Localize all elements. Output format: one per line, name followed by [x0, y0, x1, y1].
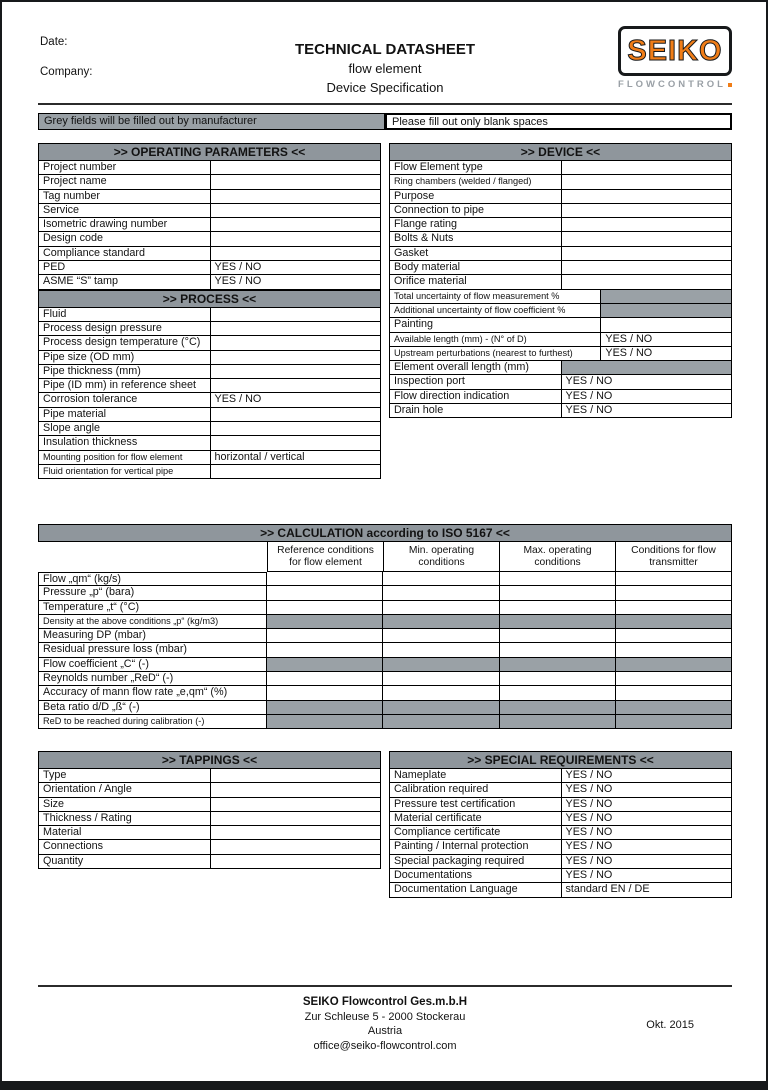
table-row [38, 247, 381, 261]
row-label: Corrosion tolerance [39, 393, 211, 406]
row-value-field: YES / NO [605, 332, 653, 345]
max-operating-cell [500, 658, 616, 672]
row-label: Density at the above conditions „p“ (kg/m3) [38, 615, 267, 629]
row-value-field [211, 204, 380, 217]
reference-conditions-cell [267, 643, 383, 657]
table-row [38, 615, 732, 629]
table-row [389, 247, 732, 261]
table-row [38, 812, 381, 826]
table-row [389, 261, 732, 275]
row-value-field [211, 783, 380, 796]
row-value-field: YES / NO [565, 783, 613, 796]
row-value-field [562, 361, 731, 374]
row-label: Orientation / Angle [39, 783, 211, 796]
row-label: Quantity [39, 855, 211, 868]
calculation-header: >> CALCULATION according to ISO 5167 << [38, 524, 732, 542]
row-value-field [562, 161, 731, 174]
row-value-field [211, 840, 380, 853]
min-operating-cell [383, 672, 499, 686]
row-label: Pipe (ID mm) in reference sheet [39, 379, 211, 392]
row-label: Material [39, 826, 211, 839]
row-label: ReD to be reached during calibration (-) [38, 715, 267, 729]
row-value-field: YES / NO [565, 797, 613, 810]
min-operating-cell [383, 643, 499, 657]
row-value-field [211, 232, 380, 245]
row-label: Residual pressure loss (mbar) [38, 643, 267, 657]
table-row [389, 404, 732, 418]
row-label: Documentations [390, 869, 562, 882]
calculation-column-headers [38, 542, 732, 572]
device-table [389, 143, 732, 418]
row-label: Reynolds number „ReD“ (-) [38, 672, 267, 686]
row-value-field: YES / NO [565, 769, 613, 781]
reference-conditions-cell [267, 615, 383, 629]
row-value-field: YES / NO [565, 811, 613, 824]
row-value-field: YES / NO [214, 261, 262, 274]
reference-conditions-cell [267, 715, 383, 729]
flow-transmitter-cell [616, 601, 732, 615]
table-row [38, 322, 381, 336]
row-value-field [562, 232, 731, 245]
table-row [38, 422, 381, 436]
row-label: Tag number [39, 190, 211, 203]
table-row [389, 826, 732, 840]
calculation-column-header-list [267, 542, 732, 572]
row-value-field: standard EN / DE [565, 883, 650, 896]
flow-transmitter-cell [616, 686, 732, 700]
table-row [38, 658, 732, 672]
table-row [38, 232, 381, 246]
footer-address-line1: Zur Schleuse 5 - 2000 Stockerau [304, 1010, 466, 1023]
row-label: Accuracy of mann flow rate „e,qm“ (%) [38, 686, 267, 700]
row-value-field [211, 408, 380, 421]
table-row [389, 769, 732, 783]
table-row [38, 351, 381, 365]
row-value-field [562, 247, 731, 260]
row-label: Upstream perturbations (nearest to furthest) [390, 347, 601, 360]
row-value-field [211, 465, 380, 478]
row-label: Process design temperature (°C) [39, 336, 211, 349]
table-row [389, 783, 732, 797]
left-column-bottom [38, 751, 381, 898]
row-label: Painting [390, 318, 601, 331]
flow-transmitter-cell [616, 572, 732, 586]
row-label: Pipe thickness (mm) [39, 365, 211, 378]
device-header: >> DEVICE << [389, 143, 732, 161]
row-label: Painting / Internal protection [390, 840, 562, 853]
column-header: Reference conditions for flow element [267, 542, 384, 572]
table-row [38, 586, 732, 600]
row-label: Total uncertainty of flow measurement % [390, 290, 601, 303]
reference-conditions-cell [267, 572, 383, 586]
column-header: Conditions for flow transmitter [616, 542, 732, 572]
logo-subtitle [618, 79, 732, 90]
row-value-field [211, 322, 380, 335]
table-row [38, 672, 732, 686]
reference-conditions-cell [267, 658, 383, 672]
table-row [38, 798, 381, 812]
row-label: Size [39, 798, 211, 811]
row-label: Ring chambers (welded / flanged) [390, 175, 562, 188]
flow-transmitter-cell [616, 586, 732, 600]
document-subtitle-1: flow element [348, 61, 422, 76]
date-label: Date: [40, 36, 68, 48]
row-value-field [211, 161, 380, 174]
row-value-field: YES / NO [565, 404, 613, 417]
row-label: PED [39, 261, 211, 274]
row-value-field: YES / NO [565, 389, 613, 402]
special-requirements-rows [389, 769, 732, 898]
row-value-field [601, 318, 731, 331]
min-operating-cell [383, 601, 499, 615]
tappings-rows [38, 769, 381, 869]
min-operating-cell [383, 686, 499, 700]
row-value-field: YES / NO [565, 375, 613, 388]
row-label: Drain hole [390, 404, 562, 417]
row-value-field [211, 826, 380, 839]
footer-address-block [38, 995, 732, 1053]
row-value-field [562, 204, 731, 217]
table-row [38, 701, 732, 715]
row-label: Documentation Language [390, 883, 562, 896]
table-row [389, 204, 732, 218]
flow-transmitter-cell [616, 701, 732, 715]
row-value-field [211, 190, 380, 203]
instruction-notes-row [38, 113, 732, 130]
operating-parameters-header: >> OPERATING PARAMETERS << [38, 143, 381, 161]
table-row [38, 336, 381, 350]
table-row [38, 190, 381, 204]
flow-transmitter-cell [616, 629, 732, 643]
table-row [38, 465, 381, 479]
max-operating-cell [500, 686, 616, 700]
table-row [38, 275, 381, 289]
table-row [38, 840, 381, 854]
row-label: Flow „qm“ (kg/s) [38, 572, 267, 586]
row-value-field [211, 769, 380, 782]
special-requirements-table [389, 751, 732, 898]
row-label: Connection to pipe [390, 204, 562, 217]
max-operating-cell [500, 672, 616, 686]
footer-date: Okt. 2015 [646, 1019, 694, 1031]
flow-transmitter-cell [616, 658, 732, 672]
table-row [389, 812, 732, 826]
row-label: Flow direction indication [390, 390, 562, 403]
process-rows [38, 308, 381, 480]
table-row [38, 436, 381, 450]
table-row [38, 408, 381, 422]
table-row [38, 161, 381, 175]
row-label: Project name [39, 175, 211, 188]
row-value-field [211, 812, 380, 825]
row-value-field [211, 365, 380, 378]
row-value-field [211, 422, 380, 435]
document-subtitle-2: Device Specification [326, 80, 444, 95]
row-label: Element overall length (mm) [390, 361, 562, 374]
row-label: Insulation thickness [39, 436, 211, 449]
footer-company-name: SEIKO Flowcontrol Ges.m.b.H [302, 996, 468, 1008]
min-operating-cell [383, 615, 499, 629]
row-label: Isometric drawing number [39, 218, 211, 231]
table-row [38, 451, 381, 465]
row-value-field: YES / NO [565, 826, 613, 839]
flow-transmitter-cell [616, 615, 732, 629]
flow-transmitter-cell [616, 672, 732, 686]
flow-transmitter-cell [616, 643, 732, 657]
reference-conditions-cell [267, 672, 383, 686]
table-row [389, 318, 732, 332]
table-row [389, 190, 732, 204]
table-row [38, 379, 381, 393]
row-value-field [211, 351, 380, 364]
min-operating-cell [383, 658, 499, 672]
max-operating-cell [500, 601, 616, 615]
row-label: Calibration required [390, 783, 562, 796]
reference-conditions-cell [267, 701, 383, 715]
row-label: Body material [390, 261, 562, 274]
row-label: Pressure test certification [390, 798, 562, 811]
table-row [38, 715, 732, 729]
device-rows [389, 161, 732, 418]
row-label: Type [39, 769, 211, 782]
row-value-field [562, 218, 731, 231]
row-label: Flange rating [390, 218, 562, 231]
table-row [389, 883, 732, 897]
seiko-logo-box [618, 26, 732, 76]
row-value-field [562, 261, 731, 274]
min-operating-cell [383, 715, 499, 729]
top-tables [38, 143, 732, 479]
row-value-field [211, 336, 380, 349]
row-value-field: horizontal / vertical [214, 450, 305, 463]
table-row [389, 304, 732, 318]
process-header: >> PROCESS << [38, 290, 381, 308]
tappings-header: >> TAPPINGS << [38, 751, 381, 769]
page-footer [38, 985, 732, 1053]
max-operating-cell [500, 586, 616, 600]
row-label: Bolts & Nuts [390, 232, 562, 245]
min-operating-cell [383, 586, 499, 600]
table-row [38, 686, 732, 700]
row-value-field [211, 175, 380, 188]
row-label: Service [39, 204, 211, 217]
row-value-field [211, 436, 380, 449]
calculation-corner-cell [38, 542, 267, 572]
row-label: Slope angle [39, 422, 211, 435]
left-column [38, 143, 381, 479]
footer-email: office@seiko-flowcontrol.com [313, 1039, 457, 1052]
row-label: Process design pressure [39, 322, 211, 335]
row-label: Measuring DP (mbar) [38, 629, 267, 643]
table-row [38, 218, 381, 232]
table-row [38, 769, 381, 783]
note-grey-fields: Grey fields will be filled out by manufacturer [38, 113, 385, 130]
row-label: Pressure „p“ (bara) [38, 586, 267, 600]
table-row [389, 855, 732, 869]
max-operating-cell [500, 572, 616, 586]
row-label: Inspection port [390, 375, 562, 388]
row-label: Mounting position for flow element [39, 451, 211, 464]
row-label: Design code [39, 232, 211, 245]
row-label: Purpose [390, 190, 562, 203]
table-row [38, 365, 381, 379]
table-row [389, 275, 732, 289]
logo-accent-square-icon [728, 83, 732, 87]
row-label: Temperature „t“ (°C) [38, 601, 267, 615]
footer-address-line2: Austria [367, 1025, 403, 1037]
row-value-field [211, 308, 380, 321]
row-label: Beta ratio d/D „ß“ (-) [38, 701, 267, 715]
row-label: Fluid [39, 308, 211, 321]
table-row [38, 308, 381, 322]
row-value-field [211, 247, 380, 260]
row-value-field: YES / NO [565, 869, 613, 882]
row-label: Additional uncertainty of flow coefficient % [390, 304, 601, 317]
seiko-logo [618, 26, 732, 90]
row-label: Pipe size (OD mm) [39, 351, 211, 364]
table-row [38, 572, 732, 586]
row-value-field [562, 190, 731, 203]
table-row [38, 643, 732, 657]
table-row [38, 393, 381, 407]
row-value-field: YES / NO [605, 346, 653, 359]
table-row [38, 629, 732, 643]
row-label: Connections [39, 840, 211, 853]
row-label: Orifice material [390, 275, 562, 288]
table-row [38, 826, 381, 840]
max-operating-cell [500, 615, 616, 629]
calculation-table [38, 524, 732, 729]
max-operating-cell [500, 715, 616, 729]
table-row [38, 783, 381, 797]
min-operating-cell [383, 629, 499, 643]
row-label: Compliance certificate [390, 826, 562, 839]
max-operating-cell [500, 701, 616, 715]
row-value-field: YES / NO [214, 275, 262, 288]
row-value-field [211, 218, 380, 231]
row-label: Nameplate [390, 769, 562, 782]
process-table [38, 290, 381, 480]
row-value-field [211, 855, 380, 868]
row-label: Material certificate [390, 812, 562, 825]
column-header: Max. operating conditions [500, 542, 616, 572]
flow-transmitter-cell [616, 715, 732, 729]
note-blank-spaces: Please fill out only blank spaces [385, 113, 732, 130]
tappings-table [38, 751, 381, 869]
table-row [389, 290, 732, 304]
row-value-field [601, 304, 731, 317]
min-operating-cell [383, 701, 499, 715]
row-value-field: YES / NO [214, 393, 262, 406]
reference-conditions-cell [267, 686, 383, 700]
operating-parameters-table [38, 143, 381, 290]
row-value-field [601, 290, 731, 303]
row-label: Flow Element type [390, 161, 562, 174]
min-operating-cell [383, 572, 499, 586]
row-label: Pipe material [39, 408, 211, 421]
row-value-field: YES / NO [565, 840, 613, 853]
row-label: Compliance standard [39, 247, 211, 260]
right-column-bottom [389, 751, 732, 898]
row-label: Flow coefficient „C“ (-) [38, 658, 267, 672]
document-title: TECHNICAL DATASHEET [295, 41, 475, 58]
max-operating-cell [500, 629, 616, 643]
row-label: Thickness / Rating [39, 812, 211, 825]
table-row [38, 855, 381, 869]
row-value-field [211, 379, 380, 392]
table-row [38, 175, 381, 189]
special-requirements-header: >> SPECIAL REQUIREMENTS << [389, 751, 732, 769]
bottom-tables [38, 751, 732, 898]
table-row [38, 601, 732, 615]
document-title-block [295, 40, 475, 97]
row-value-field [562, 175, 731, 188]
page-header [38, 2, 732, 105]
table-row [389, 161, 732, 175]
table-row [389, 347, 732, 361]
column-header: Min. operating conditions [384, 542, 500, 572]
company-label: Company: [40, 66, 93, 78]
table-row [389, 869, 732, 883]
table-row [389, 840, 732, 854]
table-row [389, 390, 732, 404]
row-label: Available length (mm) - (N° of D) [390, 333, 601, 346]
table-row [38, 204, 381, 218]
table-row [38, 261, 381, 275]
row-label: Special packaging required [390, 855, 562, 868]
operating-parameters-rows [38, 161, 381, 290]
table-row [389, 361, 732, 375]
max-operating-cell [500, 643, 616, 657]
row-value-field [562, 275, 731, 288]
logo-brand-text: SEIKO [627, 34, 723, 67]
table-row [389, 333, 732, 347]
table-row [389, 175, 732, 189]
table-row [389, 232, 732, 246]
table-row [389, 218, 732, 232]
table-row [389, 375, 732, 389]
row-value-field: YES / NO [565, 854, 613, 867]
reference-conditions-cell [267, 601, 383, 615]
reference-conditions-cell [267, 629, 383, 643]
row-label: Fluid orientation for vertical pipe [39, 465, 211, 478]
logo-subtitle-text: FLOWCONTROL [618, 79, 726, 90]
right-column [389, 143, 732, 479]
table-row [389, 798, 732, 812]
calculation-rows [38, 572, 732, 729]
row-label: Gasket [390, 247, 562, 260]
row-label: Project number [39, 161, 211, 174]
row-label: ASME “S” tamp [39, 275, 211, 288]
reference-conditions-cell [267, 586, 383, 600]
row-value-field [211, 798, 380, 811]
